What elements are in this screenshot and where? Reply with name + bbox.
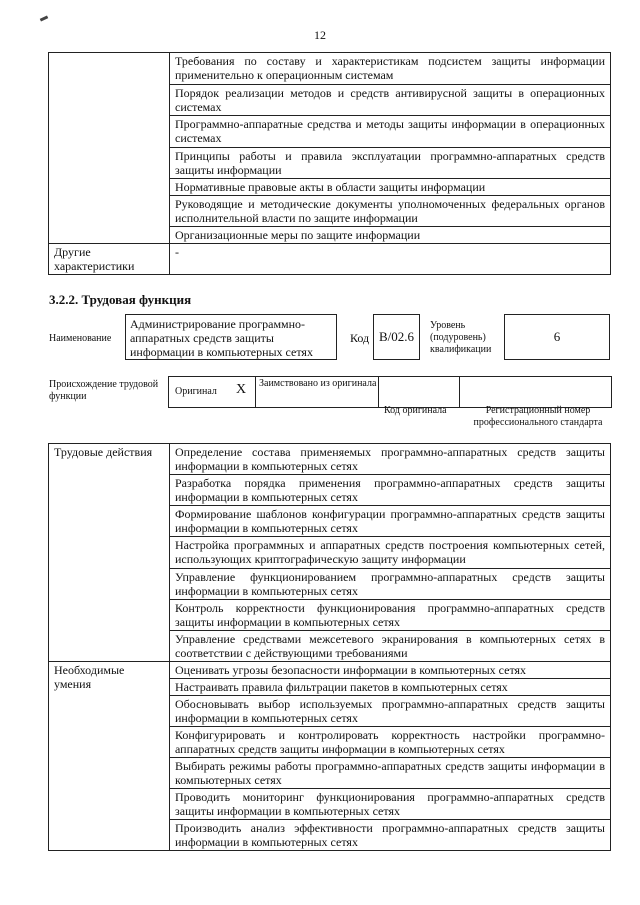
knowledge-item: Организационные меры по защите информации xyxy=(170,227,611,244)
level-label: Уровень (подуровень) квалификации xyxy=(430,320,492,355)
labor-actions-label: Трудовые действия xyxy=(49,444,170,662)
knowledge-table xyxy=(48,52,611,275)
other-characteristics-label: Другие характеристики xyxy=(49,244,170,275)
page-number: 12 xyxy=(314,28,326,42)
knowledge-item: Нормативные правовые акты в области защиты информации xyxy=(170,179,611,196)
borrowed-label: Заимствовано из оригинала xyxy=(259,378,377,389)
skill-item: Производить анализ эффективности программно-аппаратных средств защиты информации в компьютерных сетях xyxy=(170,820,611,851)
labor-action: Управление средствами межсетевого экранирования в компьютерных сетях в соответствии с действующими требованиями xyxy=(170,631,611,662)
labor-action: Формирование шаблонов конфигурации программно-аппаратных средств защиты информации в компьютерных сетях xyxy=(170,506,611,537)
labor-action: Определение состава применяемых программно-аппаратных средств защиты информации в компьютерных сетях xyxy=(170,444,611,475)
other-characteristics-value: - xyxy=(170,244,611,275)
code-label: Код xyxy=(350,331,370,345)
knowledge-item: Руководящие и методические документы уполномоченных федеральных органов исполнительной власти по защите информации xyxy=(170,196,611,227)
required-skills-label: Необходимые умения xyxy=(49,662,170,851)
knowledge-item: Порядок реализации методов и средств антивирусной защиты в операционных системах xyxy=(170,85,611,116)
divider xyxy=(459,377,460,407)
function-code: B/02.6 xyxy=(373,314,420,360)
labor-table xyxy=(48,443,611,851)
knowledge-item: Принципы работы и правила эксплуатации программно-аппаратных средств защиты информации xyxy=(170,148,611,179)
knowledge-item: Требования по составу и характеристикам подсистем защиты информации применительно к операционным системам xyxy=(170,53,611,85)
labor-action: Контроль корректности функционирования программно-аппаратных средств защиты информации в компьютерных сетях xyxy=(170,600,611,631)
skill-item: Выбирать режимы работы программно-аппаратных средств защиты информации в компьютерных сетях xyxy=(170,758,611,789)
labor-action: Настройка программных и аппаратных средств построения компьютерных сетей, использующих криптографическую защиту информации xyxy=(170,537,611,569)
name-label: Наименование xyxy=(49,333,112,344)
function-name: Администрирование программно-аппаратных средств защиты информации в компьютерных сетях xyxy=(125,314,337,360)
knowledge-label-cell xyxy=(49,53,170,244)
skill-item: Проводить мониторинг функционирования программно-аппаратных средств защиты информации в компьютерных сетях xyxy=(170,789,611,820)
skill-item: Настраивать правила фильтрации пакетов в компьютерных сетях xyxy=(170,679,611,696)
origin-box xyxy=(168,376,612,408)
original-mark: X xyxy=(236,382,247,397)
labor-action: Управление функционированием программно-аппаратных средств защиты информации в компьютерных сетях xyxy=(170,569,611,600)
original-code-caption: Код оригинала xyxy=(384,405,447,416)
divider xyxy=(378,377,379,407)
labor-action: Разработка порядка применения программно-аппаратных средств защиты информации в компьютерных сетях xyxy=(170,475,611,506)
original-label: Оригинал xyxy=(175,386,217,397)
section-title: 3.2.2. Трудовая функция xyxy=(49,292,192,307)
skill-item: Конфигурировать и контролировать корректность настройки программно-аппаратных средств защиты информации в компьютерных сетях xyxy=(170,727,611,758)
origin-label: Происхождение трудовой функции xyxy=(49,379,159,402)
scan-mark xyxy=(40,15,49,21)
registration-number-caption: Регистрационный номер профессионального стандарта xyxy=(473,405,603,428)
qualification-level: 6 xyxy=(504,314,610,360)
divider xyxy=(255,377,256,407)
skill-item: Обосновывать выбор используемых программно-аппаратных средств защиты информации в компьютерных сетях xyxy=(170,696,611,727)
skill-item: Оценивать угрозы безопасности информации в компьютерных сетях xyxy=(170,662,611,679)
knowledge-item: Программно-аппаратные средства и методы защиты информации в операционных системах xyxy=(170,116,611,148)
